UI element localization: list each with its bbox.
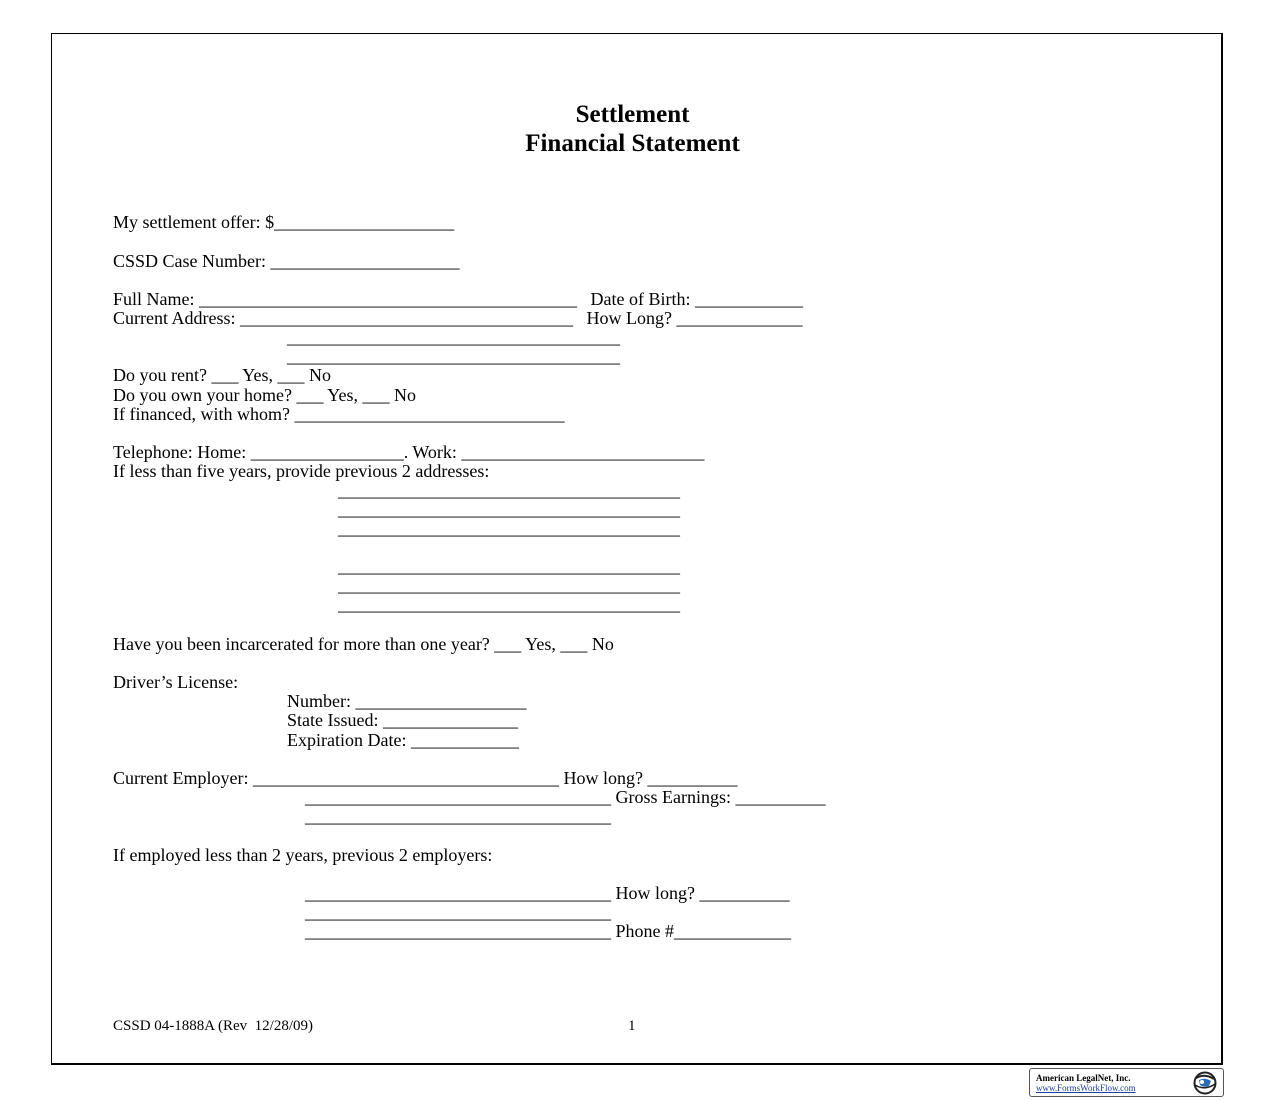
previous-address-line: ______________________________________: [338, 499, 680, 519]
previous-employer-phone: __________________________________ Phone #_____________: [305, 921, 791, 941]
dl-expiration-field: Expiration Date: ____________: [287, 730, 519, 750]
employer-line-3: __________________________________: [305, 806, 611, 826]
case-number-field: CSSD Case Number: _____________________: [113, 251, 460, 271]
rent-question: Do you rent? ___ Yes, ___ No: [113, 365, 331, 385]
gross-earnings-field: __________________________________ Gross Earnings: __________: [305, 787, 826, 807]
dl-state-field: State Issued: _______________: [287, 710, 518, 730]
previous-address-line: ______________________________________: [338, 518, 680, 538]
settlement-offer-field: My settlement offer: $____________________: [113, 212, 455, 232]
page-title: Settlement: [575, 101, 690, 128]
logo-company: American LegalNet, Inc.: [1036, 1073, 1131, 1083]
previous-employers-label: If employed less than 2 years, previous 2 employers:: [113, 845, 493, 865]
previous-employer-line: __________________________________ How long? __________: [305, 883, 790, 903]
address-line-3: _____________________________________: [287, 346, 620, 366]
previous-addresses-label: If less than five years, provide previous 2 addresses:: [113, 461, 490, 481]
own-home-question: Do you own your home? ___ Yes, ___ No: [113, 385, 416, 405]
financed-question: If financed, with whom? ______________________________: [113, 404, 565, 424]
previous-address-line: ______________________________________: [338, 594, 680, 614]
logo-url-link[interactable]: www.FormsWorkFlow.com: [1036, 1083, 1136, 1093]
page-border: [51, 33, 1223, 1065]
current-employer-field: Current Employer: __________________________________ How long? __________: [113, 768, 738, 788]
dl-number-field: Number: ___________________: [287, 691, 527, 711]
previous-address-line: ______________________________________: [338, 480, 680, 500]
current-address-field: Current Address: _____________________________________ How Long? ______________: [113, 308, 803, 328]
incarcerated-question: Have you been incarcerated for more than one year? ___ Yes, ___ No: [113, 634, 614, 654]
previous-address-line: ______________________________________: [338, 556, 680, 576]
globe-icon: [1188, 1071, 1222, 1095]
publisher-logo: [1029, 1068, 1224, 1097]
full-name-field: Full Name: __________________________________________ Date of Birth: ____________: [113, 289, 803, 309]
page-number: 1: [628, 1018, 636, 1034]
previous-employer-line: __________________________________: [305, 902, 611, 922]
drivers-license-label: Driver’s License:: [113, 672, 239, 692]
telephone-field: Telephone: Home: _________________. Work: ___________________________: [113, 442, 705, 462]
page-subtitle: Financial Statement: [525, 130, 740, 157]
address-line-2: _____________________________________: [287, 327, 620, 347]
form-id: CSSD 04-1888A (Rev 12/28/09): [113, 1018, 314, 1034]
previous-address-line: ______________________________________: [338, 575, 680, 595]
